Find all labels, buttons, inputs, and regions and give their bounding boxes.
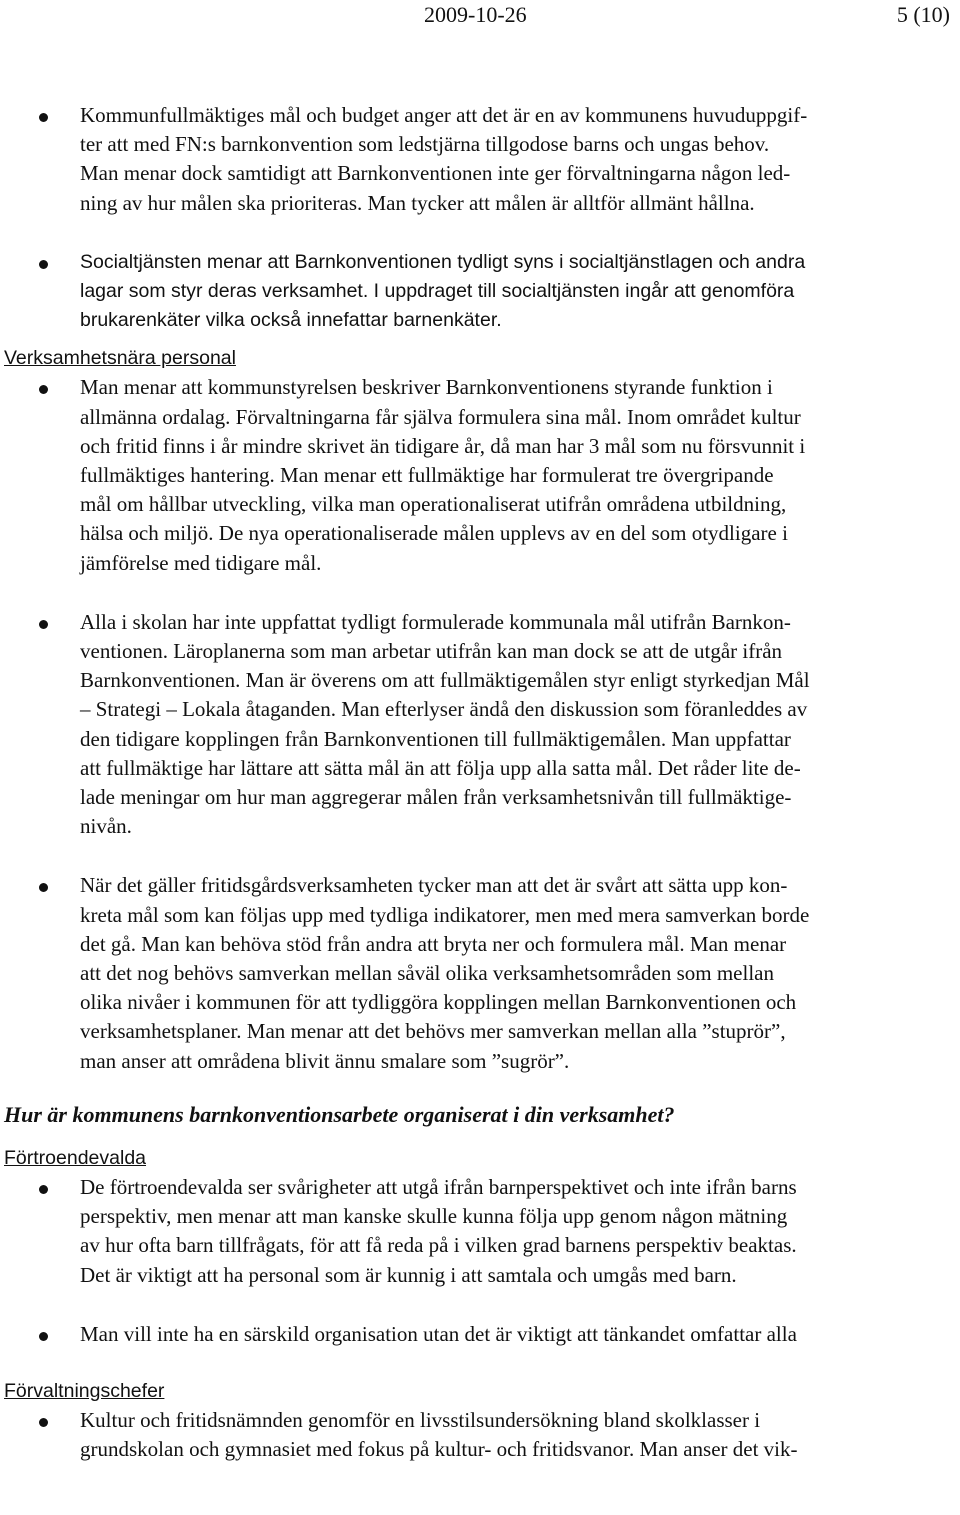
list-item bbox=[0, 1173, 960, 1290]
document-body bbox=[0, 101, 960, 1464]
paragraph: Man vill inte ha en särskild organisation utan det är viktigt att tänkandet omfattar alla bbox=[80, 1321, 797, 1346]
list-item bbox=[0, 608, 960, 842]
bullet-icon bbox=[39, 1418, 48, 1427]
bullet-icon bbox=[39, 385, 48, 394]
paragraph: Kommunfullmäktiges mål och budget anger att det är en av kommunens huvuduppgif- ter att med FN:s barnkonvention som ledstjärna tillgodose barns och ungas behov. Man menar dock samtidigt att Barnkonventionen inte ger förvaltningarna någon led- ning av hur målen ska prioriteras. Man tycker att målen är alltför allmänt hållna. bbox=[80, 103, 808, 215]
bullet-icon bbox=[39, 260, 48, 269]
list-item bbox=[0, 871, 960, 1075]
bullet-icon bbox=[39, 620, 48, 629]
bullet-icon bbox=[39, 883, 48, 892]
paragraph: När det gäller fritidsgårdsverksamheten tycker man att det är svårt att sätta upp kon- kreta mål som kan följas upp med tydliga indikatorer, men med mera samverkan borde det gå. Man kan behöva stöd från andra att bryta ner och formulera mål. Man menar att det nog behövs samverkan mellan såväl olika verksamhetsområden som mellan olika nivåer i kommunen för att tydliggöra kopplingen mellan Barnkonventionen och verksamhetsplaner. Man menar att det behövs mer samverkan mellan alla ”stuprör”, man anser att områdena blivit ännu smalare som ”sugrör”. bbox=[80, 873, 810, 1073]
list-item bbox=[0, 373, 960, 577]
bullet-icon bbox=[39, 113, 48, 122]
header-page-number: 5 (10) bbox=[896, 2, 950, 27]
question-heading: Hur är kommunens barnkonventionsarbete organiserat i din verksamhet? bbox=[4, 1101, 675, 1127]
paragraph: Alla i skolan har inte uppfattat tydligt formulerade kommunala mål utifrån Barnkon- ventionen. Läroplanerna som man arbetar utifrån kan man dock se att de utgår ifrån Barnkonventionen. Man är överens om att fullmäktigemålen styr enligt styrkedjan Mål – Strategi – Lokala åtaganden. Man efterlyser ändå den diskussion som föranleddes av den tidigare kopplingen från Barnkonventionen till fullmäktigemålen. Man uppfattar att fullmäktige har lättare att sätta mål än att följa upp alla satta mål. Det råder lite de- lade meningar om hur man aggregerar målen från verksamhetsnivån till fullmäktige- nivån. bbox=[80, 609, 810, 839]
list-item bbox=[0, 1320, 960, 1349]
list-item bbox=[0, 101, 960, 218]
section-heading: Verksamhetsnära personal bbox=[4, 347, 236, 370]
section-heading: Förtroendevalda bbox=[4, 1146, 147, 1169]
list-item bbox=[0, 248, 960, 336]
bullet-icon bbox=[39, 1332, 48, 1341]
paragraph: Man menar att kommunstyrelsen beskriver Barnkonventionens styrande funktion i allmänna ordalag. Förvaltningarna får själva formulera sina mål. Inom området kultur och fritid finns i år mindre skrivet än tidigare år, då man har 3 mål som nu försvunnit i fullmäktiges hantering. Man menar ett fullmäktige har formulerat tre övergripande mål om hållbar utveckling, vilka man operationaliserat utifrån områdena utbildning, hälsa och miljö. De nya operationaliserade målen upplevs av en del som otydligare i jämförelse med tidigare mål. bbox=[80, 375, 806, 575]
bullet-icon bbox=[39, 1185, 48, 1194]
list-item bbox=[0, 1406, 960, 1464]
section-heading: Förvaltningschefer bbox=[4, 1379, 165, 1402]
page-header bbox=[0, 0, 960, 30]
paragraph: De förtroendevalda ser svårigheter att utgå ifrån barnperspektivet och inte ifrån barns perspektiv, men menar att man kanske skulle kunna följa upp genom någon mätning av hur ofta barn tillfrågats, för att få reda på i vilken grad barnens perspektiv beaktas. Det är viktigt att ha personal som är kunnig i att samtala och umgås med barn. bbox=[80, 1174, 797, 1287]
header-date: 2009-10-26 bbox=[424, 2, 527, 27]
paragraph: Kultur och fritidsnämnden genomför en livsstilsundersökning bland skolklasser i grundskolan och gymnasiet med fokus på kultur- och fritidsvanor. Man anser det vik- bbox=[80, 1407, 798, 1462]
paragraph: Socialtjänsten menar att Barnkonventionen tydligt syns i socialtjänstlagen och andra lagar som styr deras verksamhet. I uppdraget till socialtjänsten ingår att genomföra brukarenkäter vilka också innefattar barnenkäter. bbox=[80, 250, 806, 332]
